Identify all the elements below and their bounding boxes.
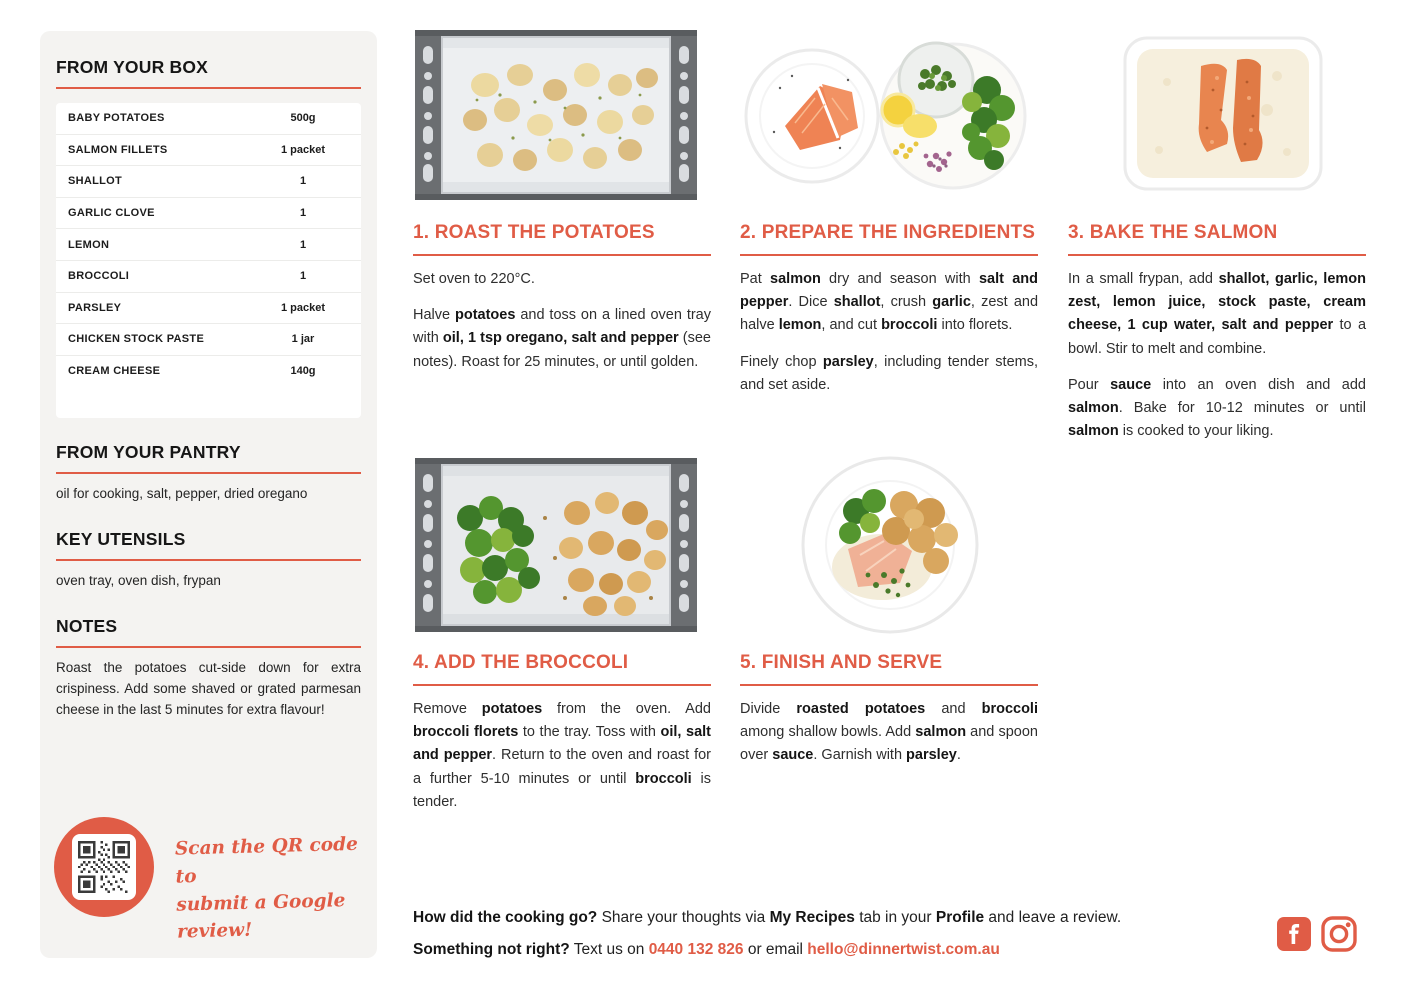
ingredient-name: LEMON: [68, 238, 110, 251]
photo-plated-salmon-dish: [800, 455, 980, 635]
ingredient-row: [56, 324, 361, 356]
step-5-finish-and-serve: [740, 652, 1038, 781]
text-segment: oil, 1 tsp oregano, salt and pepper: [442, 330, 679, 347]
text-segment: salmon: [1068, 423, 1119, 440]
google-review-block: [54, 817, 364, 943]
from-your-pantry-title: FROM YOUR PANTRY: [56, 442, 241, 463]
qr-caption-line: submit a Google review!: [176, 889, 346, 943]
utensils-text: oven tray, oven dish, frypan: [56, 573, 221, 589]
step-paragraph: [413, 304, 711, 374]
ingredient-amount: 1 packet: [280, 301, 326, 314]
instagram-icon[interactable]: [1320, 915, 1358, 958]
text-segment: oil, salt and pepper: [413, 724, 711, 764]
text-segment: sauce: [1110, 376, 1152, 393]
step-paragraph: [1068, 374, 1366, 444]
step-paragraph: [413, 698, 711, 814]
ingredient-row: [56, 103, 361, 135]
text-segment: salmon: [770, 271, 821, 287]
social-links: [1277, 914, 1367, 958]
text-segment: and: [925, 701, 982, 717]
text-segment: How did the cooking go?: [413, 909, 598, 926]
ingredient-name: SALMON FILLETS: [68, 143, 168, 156]
step-paragraph: [413, 268, 711, 291]
step-4-add-the-broccoli: [413, 652, 711, 827]
text-segment: Share your thoughts via: [597, 909, 770, 926]
ingredient-row: [56, 293, 361, 325]
photo-potatoes-on-tray: [415, 30, 697, 200]
footer-feedback: [413, 905, 1213, 969]
ingredients-table: [56, 103, 361, 418]
text-segment: Remove: [413, 701, 482, 717]
step-paragraph: [1068, 268, 1366, 361]
text-segment: salmon: [1068, 399, 1119, 416]
step-1-title: 1. ROAST THE POTATOES: [413, 222, 655, 243]
text-segment: potatoes: [481, 701, 543, 717]
text-segment: Pour: [1068, 376, 1111, 393]
text-segment: lemon: [778, 317, 822, 334]
text-segment: broccoli: [881, 317, 938, 334]
footer-line-2: [413, 937, 1213, 962]
ingredient-name: CREAM CHEESE: [68, 365, 161, 378]
text-segment: Something not right?: [413, 941, 570, 959]
step-title-rule: [740, 254, 1038, 256]
text-segment: , and cut: [821, 317, 882, 334]
pantry-text: oil for cooking, salt, pepper, dried oregano: [56, 486, 308, 502]
section-rule: [56, 559, 361, 561]
text-segment: is cooked to your liking.: [1118, 423, 1274, 440]
text-segment: from the oven. Add: [542, 701, 711, 717]
text-segment: .: [956, 747, 961, 764]
text-segment: broccoli: [981, 701, 1038, 717]
utensils-section: [56, 529, 361, 592]
ingredient-name: BROCCOLI: [68, 270, 130, 283]
text-segment: into an oven dish and add: [1151, 376, 1366, 393]
notes-title: NOTES: [56, 616, 118, 637]
text-segment: , including tender stems, and set aside.: [740, 353, 1038, 393]
ingredient-name: CHICKEN STOCK PASTE: [68, 333, 205, 346]
step-4-title: 4. ADD THE BROCCOLI: [413, 652, 629, 673]
text-segment: tab in your: [854, 909, 936, 926]
text-segment: Divide: [740, 701, 797, 717]
text-segment: garlic: [932, 294, 971, 311]
step-paragraph: [740, 698, 1038, 768]
ingredient-amount: 1 packet: [280, 143, 326, 156]
pantry-section: [56, 442, 361, 505]
step-2-prepare-the-ingredients: [740, 222, 1038, 410]
qr-code: [72, 834, 136, 900]
ingredient-row: [56, 198, 361, 230]
step-3-title: 3. BAKE THE SALMON: [1068, 222, 1278, 243]
text-segment: Pat: [740, 271, 771, 287]
step-title-rule: [413, 684, 711, 686]
text-segment: Finely chop: [740, 353, 823, 370]
step-3-bake-the-salmon: [1068, 222, 1366, 456]
text-segment: among shallow bowls. Add: [740, 724, 916, 741]
text-segment: dry and season with: [820, 271, 979, 287]
text-segment: shallot: [833, 294, 881, 311]
qr-caption: [175, 830, 378, 946]
footer-line-1: [413, 905, 1213, 930]
text-segment: and leave a review.: [984, 909, 1122, 926]
from-your-box-title: FROM YOUR BOX: [56, 57, 209, 77]
text-segment: or email: [743, 941, 808, 959]
ingredient-amount: 1: [299, 238, 307, 251]
step-1-instructions: [413, 268, 711, 374]
text-segment: potatoes: [454, 307, 516, 324]
ingredient-row: [56, 229, 361, 261]
text-segment: broccoli: [635, 770, 692, 787]
email-link[interactable]: hello@dinnertwist.com.au: [807, 941, 1000, 959]
step-2-title: 2. PREPARE THE INGREDIENTS: [740, 222, 1036, 243]
text-segment: In a small frypan, add: [1068, 271, 1219, 287]
ingredient-row: [56, 135, 361, 167]
text-segment: and spoon over: [740, 724, 1038, 764]
ingredient-name: GARLIC CLOVE: [68, 207, 155, 220]
text-segment: to the tray. Toss with: [518, 724, 661, 741]
text-segment: , crush: [880, 294, 933, 311]
text-segment: (see notes). Roast for 25 minutes, or until golden.: [413, 330, 711, 370]
key-utensils-title: KEY UTENSILS: [56, 529, 186, 550]
ingredient-row: [56, 166, 361, 198]
text-segment: Profile: [935, 909, 985, 926]
text-segment: . Bake for 10-12 minutes or until: [1118, 399, 1366, 416]
step-5-instructions: [740, 698, 1038, 768]
step-paragraph: [740, 351, 1038, 397]
step-3-instructions: [1068, 268, 1366, 443]
text-segment: broccoli florets: [413, 724, 519, 741]
step-title-rule: [740, 684, 1038, 686]
section-rule: [56, 646, 361, 648]
qr-code-badge: [54, 817, 154, 917]
text-segment: Text us on: [569, 941, 649, 959]
step-2-instructions: [740, 268, 1038, 397]
photo-prepared-ingredients: [740, 28, 1030, 202]
text-segment: Halve: [413, 307, 455, 324]
text-segment: sauce: [772, 747, 814, 764]
text-segment: Set oven to 220°C.: [413, 271, 535, 287]
section-rule: [56, 472, 361, 474]
step-4-instructions: [413, 698, 711, 814]
ingredient-name: SHALLOT: [68, 175, 123, 188]
text-segment: . Return to the oven and roast for a further 5-10 minutes or until: [413, 747, 711, 787]
ingredient-name: BABY POTATOES: [68, 112, 165, 125]
text-segment: roasted potatoes: [796, 701, 926, 717]
text-segment: parsley: [906, 747, 957, 764]
phone-link[interactable]: 0440 132 826: [648, 941, 744, 959]
photo-potatoes-and-broccoli-on-tray: [415, 458, 697, 632]
text-segment: . Dice: [788, 294, 834, 311]
notes-section: [56, 616, 361, 721]
step-5-title: 5. FINISH AND SERVE: [740, 652, 943, 673]
text-segment: salmon: [915, 724, 967, 741]
text-segment: is tender.: [413, 770, 711, 810]
ingredient-amount: 1: [299, 270, 307, 283]
notes-text: Roast the potatoes cut-side down for extra crispiness. Add some shaved or grated parmesan cheese in the last 5 minutes for extra flavour!: [56, 660, 361, 718]
step-title-rule: [413, 254, 711, 256]
text-segment: shallot, garlic, lemon zest, lemon juice, stock paste, cream cheese, 1 cup water, salt and pepper: [1068, 271, 1366, 334]
photo-salmon-in-oven-dish: [1117, 32, 1329, 195]
text-segment: and toss on a lined oven tray with: [413, 307, 711, 347]
ingredient-amount: 500g: [290, 112, 316, 125]
text-segment: My Recipes: [769, 909, 855, 926]
step-paragraph: [740, 268, 1038, 338]
step-1-roast-the-potatoes: [413, 222, 711, 387]
ingredient-amount: 140g: [290, 365, 316, 378]
ingredient-name: PARSLEY: [68, 301, 122, 314]
text-segment: . Garnish with: [813, 747, 907, 764]
text-segment: to a bowl. Stir to melt and combine.: [1068, 317, 1367, 357]
text-segment: into florets.: [937, 317, 1013, 334]
ingredient-amount: 1: [299, 175, 307, 188]
text-segment: salt and pepper: [740, 271, 1038, 311]
ingredient-row: [56, 261, 361, 293]
ingredients-sidebar: [40, 31, 377, 958]
step-title-rule: [1068, 254, 1366, 256]
text-segment: parsley: [822, 353, 874, 370]
section-rule: [56, 87, 361, 89]
facebook-icon[interactable]: [1277, 917, 1311, 956]
ingredient-amount: 1 jar: [291, 333, 315, 346]
ingredient-amount: 1: [299, 207, 307, 220]
ingredient-row: [56, 356, 361, 387]
text-segment: , zest and halve: [740, 294, 1039, 334]
qr-caption-line: Scan the QR code to: [174, 833, 359, 888]
